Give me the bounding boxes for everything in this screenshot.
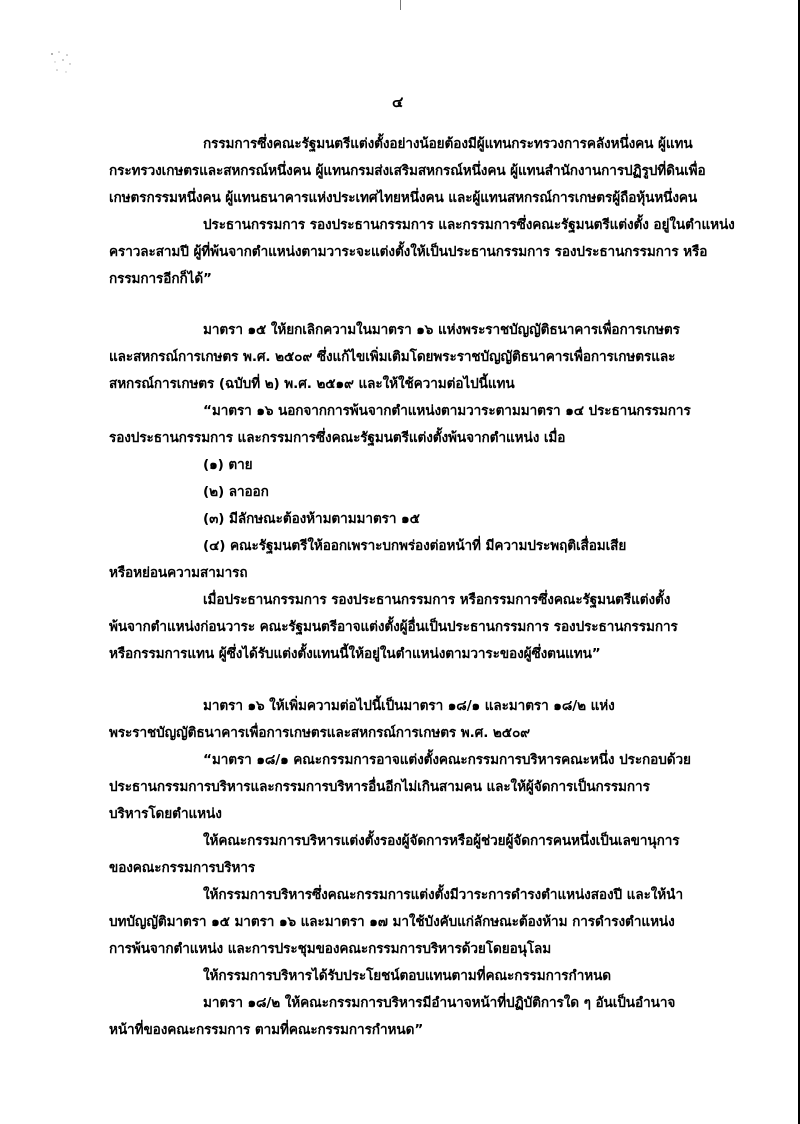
text-line: สหกรณ์การเกษตร (ฉบับที่ ๒) พ.ศ. ๒๕๑๙ และให้ใช้ความต่อไปนี้แทน [109,376,515,392]
text-line: ประธานกรรมการ รองประธานกรรมการ และกรรมการซึ่งคณะรัฐมนตรีแต่งตั้ง อยู่ในตำแหน่ง [203,217,735,233]
list-item: (๓) มีลักษณะต้องห้ามตามมาตรา ๑๕ [203,511,420,527]
text-line: ให้กรรมการบริหารได้รับประโยชน์ตอบแทนตามที่คณะกรรมการกำหนด [203,968,612,984]
list-item: (๒) ลาออก [203,484,269,500]
text-line: หน้าที่ของคณะกรรมการ ตามที่คณะกรรมการกำหนด” [109,1022,424,1038]
text-line: การพ้นจากตำแหน่ง และการประชุมของคณะกรรมการบริหารด้วยโดยอนุโลม [109,941,552,957]
list-item: (๑) ตาย [203,457,253,473]
page-number: ๔ [392,93,404,111]
list-item: (๔) คณะรัฐมนตรีให้ออกเพราะบกพร่องต่อหน้าที่ มีความประพฤติเสื่อมเสีย [203,538,627,554]
text-line: รองประธานกรรมการ และกรรมการซึ่งคณะรัฐมนตรีแต่งตั้งพ้นจากตำแหน่ง เมื่อ [109,430,566,446]
text-line: กรรมการอีกก็ได้” [109,271,212,287]
scan-speckle-icon [48,48,74,76]
text-line: พระราชบัญญัติธนาคารเพื่อการเกษตรและสหกรณ์การเกษตร พ.ศ. ๒๕๐๙ [109,725,531,741]
text-line: ให้กรรมการบริหารซึ่งคณะกรรมการแต่งตั้งมีวาระการดำรงตำแหน่งสองปี และให้นำ [203,887,683,903]
text-line: ให้คณะกรรมการบริหารแต่งตั้งรองผู้จัดการหรือผู้ช่วยผู้จัดการคนหนึ่งเป็นเลขานุการ [203,833,680,849]
text-line: และสหกรณ์การเกษตร พ.ศ. ๒๕๐๙ ซึ่งแก้ไขเพิ่มเติมโดยพระราชบัญญัติธนาคารเพื่อการเกษตรและ [109,349,676,365]
section-heading-line: มาตรา ๑๖ ให้เพิ่มความต่อไปนี้เป็นมาตรา ๑๘/๑ และมาตรา ๑๘/๒ แห่ง [203,698,615,714]
text-line: เกษตรกรรมหนึ่งคน ผู้แทนธนาคารแห่งประเทศไทยหนึ่งคน และผู้แทนสหกรณ์การเกษตรผู้ถือหุ้นหนึ่งคน [109,190,698,206]
text-line: หรือหย่อนความสามารถ [109,565,248,581]
text-line: หรือกรรมการแทน ผู้ซึ่งได้รับแต่งตั้งแทนนี้ให้อยู่ในตำแหน่งตามวาระของผู้ซึ่งตนแทน” [109,646,601,662]
text-line: มาตรา ๑๘/๒ ให้คณะกรรมการบริหารมีอำนาจหน้าที่ปฏิบัติการใด ๆ อันเป็นอำนาจ [203,995,676,1011]
section-heading-line: มาตรา ๑๕ ให้ยกเลิกความในมาตรา ๑๖ แห่งพระราชบัญญัติธนาคารเพื่อการเกษตร [203,322,680,338]
text-line: กรรมการซึ่งคณะรัฐมนตรีแต่งตั้งอย่างน้อยต้องมีผู้แทนกระทรวงการคลังหนึ่งคน ผู้แทน [203,136,693,152]
text-line: บริหารโดยตำแหน่ง [109,806,222,822]
text-line: พ้นจากตำแหน่งก่อนวาระ คณะรัฐมนตรีอาจแต่งตั้งผู้อื่นเป็นประธานกรรมการ รองประธานกรรมการ [109,619,678,635]
text-line: บทบัญญัติมาตรา ๑๕ มาตรา ๑๖ และมาตรา ๑๗ มาใช้บังคับแก่ลักษณะต้องห้าม การดำรงตำแหน่ง [109,914,675,930]
text-line: เมื่อประธานกรรมการ รองประธานกรรมการ หรือกรรมการซึ่งคณะรัฐมนตรีแต่งตั้ง [203,592,671,608]
text-line: ของคณะกรรมการบริหาร [109,860,256,876]
text-line: คราวละสามปี ผู้ที่พ้นจากตำแหน่งตามวาระจะแต่งตั้งให้เป็นประธานกรรมการ รองประธานกรรมการ หรือ [109,244,708,260]
scan-mark [400,0,401,10]
text-line: กระทรวงเกษตรและสหกรณ์หนึ่งคน ผู้แทนกรมส่งเสริมสหกรณ์หนึ่งคน ผู้แทนสำนักงานการปฏิรูปที่ดินเพื่อ [109,163,706,179]
text-line: “มาตรา ๑๘/๑ คณะกรรมการอาจแต่งตั้งคณะกรรมการบริหารคณะหนึ่ง ประกอบด้วย [203,752,691,768]
text-line: “มาตรา ๑๖ นอกจากการพ้นจากตำแหน่งตามวาระตามมาตรา ๑๔ ประธานกรรมการ [203,403,691,419]
text-line: ประธานกรรมการบริหารและกรรมการบริหารอื่นอีกไม่เกินสามคน และให้ผู้จัดการเป็นกรรมการ [109,779,650,795]
